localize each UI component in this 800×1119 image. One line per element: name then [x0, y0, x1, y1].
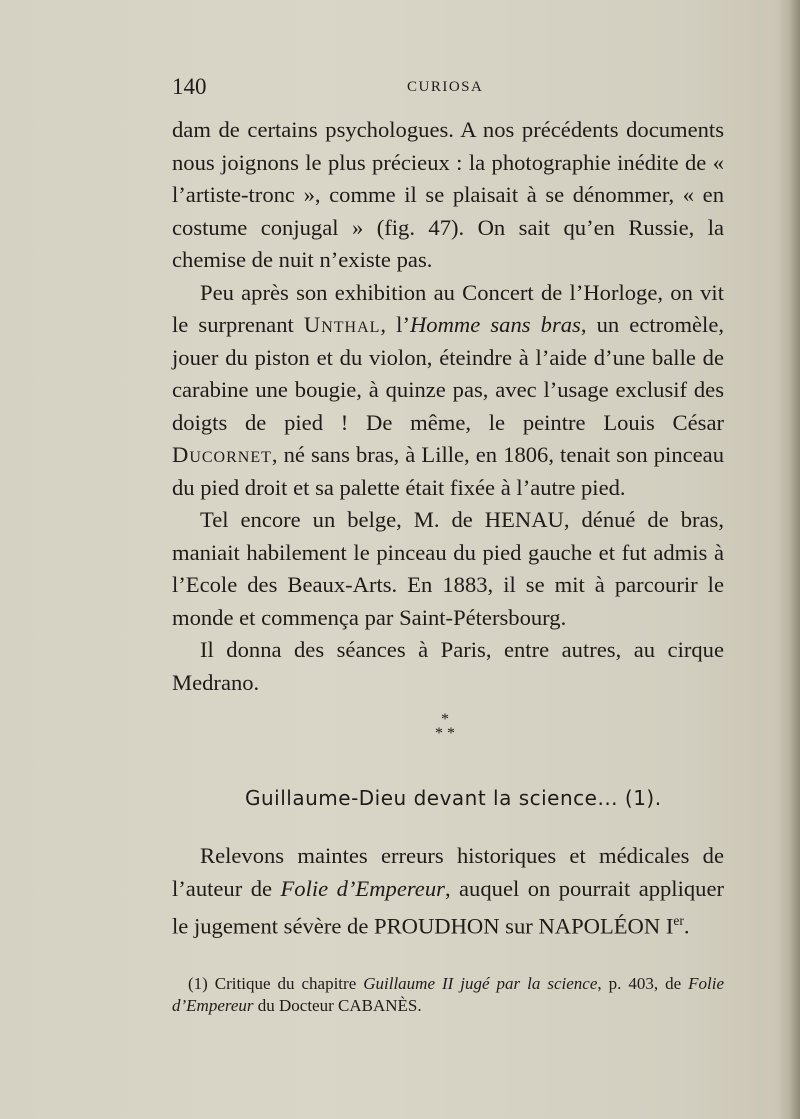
- name-ducornet: Ducornet: [172, 442, 272, 467]
- page-header: [172, 74, 712, 104]
- paragraph-2-part-c: , un ectromèle, jouer du piston et du violon, éteindre à l’aide d’une balle de carabine une bougie, à quinze pas, avec l’usage exclusif des doigts de pied ! De même, le peintre Louis César: [172, 312, 725, 435]
- name-unthal: Unthal: [303, 312, 381, 337]
- paragraph-5-part-a: Relevons maintes erreurs historiques et médicales de l’auteur de: [172, 843, 724, 901]
- paragraph-4: Il donna des séances à Paris, entre autres, au cirque Medrano.: [172, 637, 724, 695]
- section-separator: [415, 713, 475, 741]
- body-text-2: [172, 840, 724, 943]
- footnote-part-a: (1) Critique du chapitre: [188, 974, 364, 993]
- footnote-part-b: , p. 403, de: [597, 974, 689, 993]
- footnote: [172, 973, 724, 1017]
- running-head: CURIOSA: [407, 79, 484, 95]
- separator-stars-bottom: * *: [435, 725, 455, 742]
- page-edge-shadow: [778, 0, 800, 1119]
- body-text: [172, 114, 724, 699]
- section-title: Guillaume-Dieu devant la science... (1).: [245, 786, 662, 810]
- paragraph-2: [172, 277, 724, 505]
- paragraph-5-part-b: , auquel on pourrait appliquer le jugement sévère de PROUDHON sur NAPOLÉON I: [172, 875, 725, 939]
- paragraph-5-part-c: .: [683, 913, 690, 939]
- italic-folie-d-empereur: Folie d’Empereur: [280, 875, 445, 901]
- paragraph-5: [172, 840, 724, 943]
- paragraph-2-part-b: , l’: [380, 312, 410, 337]
- page-number: 140: [172, 74, 207, 99]
- footnote-text: [172, 973, 724, 1017]
- superscript-er: er: [673, 913, 684, 928]
- italic-homme-sans-bras: Homme sans bras: [409, 312, 581, 337]
- separator-star-top: *: [441, 711, 449, 728]
- footnote-italic-1: Guillaume II jugé par la science: [363, 974, 598, 993]
- paragraph-2-part-d: , né sans bras, à Lille, en 1806, tenait son pinceau du pied droit et sa palette était fixée à l’autre pied.: [172, 442, 724, 500]
- footnote-italic-2: Folie d’Empereur: [172, 974, 725, 1015]
- paragraph-3: Tel encore un belge, M. de HENAU, dénué de bras, maniait habilement le pinceau du pied gauche et fut admis à l’Ecole des Beaux-Arts. En 1883, il se mit à parcourir le monde et commença par Saint-Pétersbourg.: [172, 507, 724, 630]
- footnote-part-c: du Docteur CABANÈS.: [253, 996, 422, 1015]
- paragraph-1: dam de certains psychologues. A nos précédents documents nous joignons le plus précieux : la photographie inédite de « l’artiste-tronc », comme il se plaisait à se dénommer, « en costume conjugal » (fig. 47). On sait qu’en Russie, la chemise de nuit n’existe pas.: [172, 117, 724, 272]
- paragraph-2-part-a: Peu après son exhibition au Concert de l’Horloge, on vit le surprenant: [172, 279, 724, 337]
